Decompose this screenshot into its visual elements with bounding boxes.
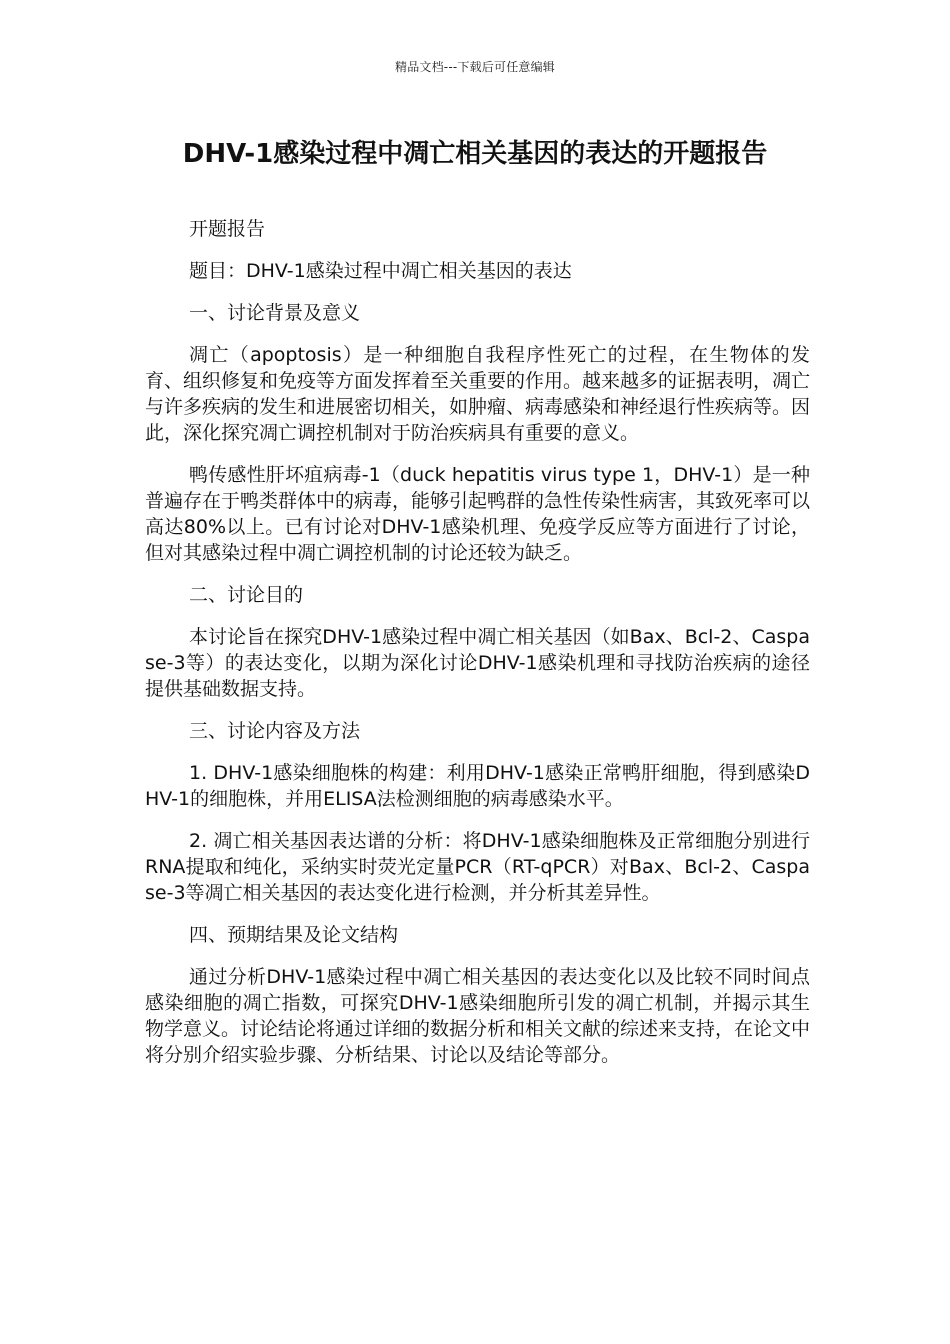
page-header-note: 精品文档---下载后可任意编辑 (395, 60, 555, 74)
section-heading-expected: 四、预期结果及论文结构 (189, 924, 399, 946)
paragraph-method-2: 2. 凋亡相关基因表达谱的分析：将DHV-1感染细胞株及正常细胞分别进行RNA提取和纯化，采纳实时荧光定量PCR（RT-qPCR）对Bax、Bcl-2、Caspase-3等凋亡相关基因的表达变化进行检测，并分析其差异性。 (145, 830, 810, 904)
paragraph-expected: 通过分析DHV-1感染过程中凋亡相关基因的表达变化以及比较不同时间点感染细胞的凋亡指数，可探究DHV-1感染细胞所引发的凋亡机制，并揭示其生物学意义。讨论结论将通过详细的数据分析和相关文献的综述来支持，在论文中将分别介绍实验步骤、分析结果、讨论以及结论等部分。 (145, 966, 811, 1066)
report-label: 开题报告 (189, 218, 266, 240)
section-heading-methods: 三、讨论内容及方法 (189, 720, 361, 742)
section-heading-background: 一、讨论背景及意义 (189, 302, 361, 324)
paragraph-apoptosis: 凋亡（apoptosis）是一种细胞自我程序性死亡的过程，在生物体的发育、组织修复和免疫等方面发挥着至关重要的作用。越来越多的证据表明，凋亡与许多疾病的发生和进展密切相关，如肿瘤、病毒感染和神经退行性疾病等。因此，深化探究凋亡调控机制对于防治疾病具有重要的意义。 (145, 344, 811, 444)
paragraph-dhv1: 鸭传感性肝坏疽病毒-1（duck hepatitis virus type 1，DHV-1）是一种普遍存在于鸭类群体中的病毒，能够引起鸭群的急性传染性病害，其致死率可以高达80%以上。已有讨论对DHV-1感染机理、免疫学反应等方面进行了讨论，但对其感染过程中凋亡调控机制的讨论还较为缺乏。 (145, 464, 811, 564)
topic-line: 题目：DHV-1感染过程中凋亡相关基因的表达 (189, 260, 572, 282)
document-title: DHV-1感染过程中凋亡相关基因的表达的开题报告 (182, 139, 768, 169)
section-heading-purpose: 二、讨论目的 (189, 584, 304, 606)
paragraph-method-1: 1. DHV-1感染细胞株的构建：利用DHV-1感染正常鸭肝细胞，得到感染DHV-1的细胞株，并用ELISA法检测细胞的病毒感染水平。 (145, 762, 810, 810)
paragraph-purpose: 本讨论旨在探究DHV-1感染过程中凋亡相关基因（如Bax、Bcl-2、Caspase-3等）的表达变化，以期为深化讨论DHV-1感染机理和寻找防治疾病的途径提供基础数据支持。 (145, 626, 810, 700)
document-body (145, 216, 810, 1084)
